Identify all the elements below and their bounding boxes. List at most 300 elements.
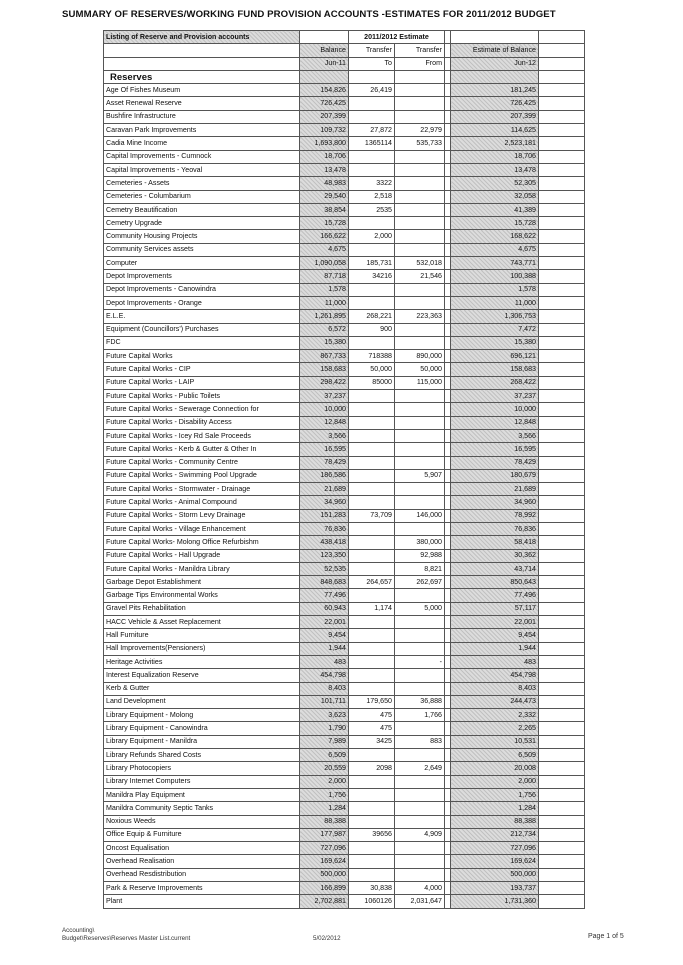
reserves-table	[103, 30, 585, 909]
blank-cell	[539, 509, 585, 522]
reserve-name: Manildra Community Septic Tanks	[104, 802, 300, 815]
table-row	[104, 882, 585, 895]
table-row	[104, 616, 585, 629]
table-row	[104, 270, 585, 283]
transfer-to-cell: 900	[349, 323, 395, 336]
estimate-balance-cell: 1,731,360	[451, 895, 539, 908]
reserve-name: Garbage Depot Establishment	[104, 576, 300, 589]
transfer-from-cell	[395, 190, 445, 203]
balance-cell: 34,960	[300, 496, 349, 509]
transfer-to-cell	[349, 842, 395, 855]
table-row	[104, 722, 585, 735]
estimate-balance-cell: 78,429	[451, 456, 539, 469]
transfer-to-cell: 2098	[349, 762, 395, 775]
reserve-name: Asset Renewal Reserve	[104, 97, 300, 110]
transfer-to-cell: 85000	[349, 376, 395, 389]
transfer-from-cell	[395, 150, 445, 163]
blank-cell	[539, 549, 585, 562]
reserve-name: Future Capital Works - Storm Levy Drainage	[104, 509, 300, 522]
balance-cell: 454,798	[300, 669, 349, 682]
table-row	[104, 323, 585, 336]
transfer-to-cell	[349, 110, 395, 123]
balance-cell: 154,826	[300, 84, 349, 97]
table-row	[104, 709, 585, 722]
reserve-name: Heritage Activities	[104, 655, 300, 668]
estimate-balance-cell: 193,737	[451, 882, 539, 895]
reserve-name: Computer	[104, 257, 300, 270]
reserve-name: Future Capital Works- Molong Office Refurbishm	[104, 536, 300, 549]
blank-cell	[539, 336, 585, 349]
estimate-balance-cell: 1,306,753	[451, 310, 539, 323]
transfer-from-cell	[395, 483, 445, 496]
blank-cell	[539, 403, 585, 416]
transfer-to-cell: 50,000	[349, 363, 395, 376]
blank-cell	[539, 722, 585, 735]
balance-cell: 9,454	[300, 629, 349, 642]
transfer-to-cell	[349, 403, 395, 416]
blank-cell	[539, 868, 585, 881]
balance-cell: 3,623	[300, 709, 349, 722]
blank-cell	[539, 642, 585, 655]
estimate-balance-cell: 158,683	[451, 363, 539, 376]
balance-cell: 60,943	[300, 602, 349, 615]
blank-cell	[539, 257, 585, 270]
transfer-to-cell	[349, 443, 395, 456]
transfer-from-cell	[395, 84, 445, 97]
transfer-from-cell	[395, 416, 445, 429]
blank-cell	[539, 124, 585, 137]
blank-cell	[539, 882, 585, 895]
blank-cell	[539, 84, 585, 97]
table-row	[104, 855, 585, 868]
blank-cell	[539, 270, 585, 283]
header-row-1	[104, 31, 585, 44]
transfer-from-cell: 146,000	[395, 509, 445, 522]
balance-cell: 6,509	[300, 749, 349, 762]
estimate-balance-cell: 76,836	[451, 522, 539, 535]
estimate-balance-cell: 850,643	[451, 576, 539, 589]
estimate-balance-cell: 726,425	[451, 97, 539, 110]
transfer-from-cell	[395, 775, 445, 788]
balance-cell: 186,586	[300, 469, 349, 482]
estimate-balance-cell: 180,679	[451, 469, 539, 482]
table-row	[104, 522, 585, 535]
transfer-from-cell: 4,909	[395, 828, 445, 841]
blank-cell	[539, 137, 585, 150]
estimate-balance-cell: 10,531	[451, 735, 539, 748]
reserve-name: Cemeteries - Columbarium	[104, 190, 300, 203]
reserve-name: Future Capital Works - Icey Rd Sale Proceeds	[104, 429, 300, 442]
estimate-balance-cell: 15,380	[451, 336, 539, 349]
transfer-to-cell: 30,838	[349, 882, 395, 895]
estimate-balance-cell: 20,008	[451, 762, 539, 775]
reserve-name: Future Capital Works - Village Enhancement	[104, 522, 300, 535]
estimate-balance-cell: 9,454	[451, 629, 539, 642]
estimate-balance-cell: 32,058	[451, 190, 539, 203]
blank-cell	[539, 788, 585, 801]
blank-cell	[539, 483, 585, 496]
estimate-balance-cell: 22,001	[451, 616, 539, 629]
transfer-from-cell: 890,000	[395, 350, 445, 363]
table-row	[104, 150, 585, 163]
transfer-from-cell: 883	[395, 735, 445, 748]
transfer-from-cell: 532,018	[395, 257, 445, 270]
table-row	[104, 390, 585, 403]
transfer-from-cell	[395, 336, 445, 349]
balance-cell: 166,622	[300, 230, 349, 243]
table-row	[104, 496, 585, 509]
table-row	[104, 376, 585, 389]
reserve-name: Park & Reserve Improvements	[104, 882, 300, 895]
transfer-to-cell: 73,709	[349, 509, 395, 522]
transfer-to-cell	[349, 682, 395, 695]
blank-cell	[539, 323, 585, 336]
table-row	[104, 443, 585, 456]
blank-cell	[539, 469, 585, 482]
balance-cell: 77,496	[300, 589, 349, 602]
estimate-balance-cell: 169,624	[451, 855, 539, 868]
table-row	[104, 350, 585, 363]
estimate-balance-cell: 454,798	[451, 669, 539, 682]
table-row	[104, 137, 585, 150]
table-row	[104, 124, 585, 137]
estimate-balance-cell: 16,595	[451, 443, 539, 456]
table-row	[104, 509, 585, 522]
transfer-to-cell	[349, 669, 395, 682]
transfer-to-cell	[349, 296, 395, 309]
reserve-name: Future Capital Works - Hall Upgrade	[104, 549, 300, 562]
transfer-from-cell: 1,766	[395, 709, 445, 722]
estimate-balance-cell: 2,332	[451, 709, 539, 722]
transfer-from-cell: 50,000	[395, 363, 445, 376]
transfer-to-cell	[349, 243, 395, 256]
reserve-name: Cemeteries - Assets	[104, 177, 300, 190]
transfer-from-cell	[395, 749, 445, 762]
balance-cell: 52,535	[300, 562, 349, 575]
reserve-name: Capital Improvements - Yeoval	[104, 163, 300, 176]
estimate-balance-cell: 4,675	[451, 243, 539, 256]
transfer-to-cell	[349, 549, 395, 562]
estimate-balance-cell: 1,284	[451, 802, 539, 815]
transfer-to-cell: 39656	[349, 828, 395, 841]
listing-header: Listing of Reserve and Provision accounts	[104, 31, 300, 44]
estimate-balance-cell: 727,096	[451, 842, 539, 855]
table-row	[104, 230, 585, 243]
transfer-from-cell	[395, 296, 445, 309]
reserve-name: Library Equipment - Molong	[104, 709, 300, 722]
blank-cell	[539, 616, 585, 629]
reserve-name: Hall Improvements(Pensioners)	[104, 642, 300, 655]
table-row	[104, 536, 585, 549]
table-row	[104, 695, 585, 708]
blank-cell	[539, 602, 585, 615]
estimate-balance-cell: 743,771	[451, 257, 539, 270]
table-row	[104, 749, 585, 762]
reserve-name: Future Capital Works - Animal Compound	[104, 496, 300, 509]
transfer-from-cell: 223,363	[395, 310, 445, 323]
transfer-from-cell	[395, 642, 445, 655]
table-row	[104, 788, 585, 801]
table-row	[104, 97, 585, 110]
transfer-from-cell: 2,649	[395, 762, 445, 775]
balance-cell: 87,718	[300, 270, 349, 283]
transfer-to-cell	[349, 283, 395, 296]
transfer-to-cell	[349, 496, 395, 509]
blank-cell	[539, 855, 585, 868]
header-row-2	[104, 44, 585, 57]
blank-cell	[539, 243, 585, 256]
transfer-from-cell	[395, 323, 445, 336]
balance-cell: 169,624	[300, 855, 349, 868]
transfer-from-cell: 262,697	[395, 576, 445, 589]
reserve-name: FDC	[104, 336, 300, 349]
reserve-name: Office Equip & Furniture	[104, 828, 300, 841]
blank-cell	[539, 576, 585, 589]
balance-cell: 4,675	[300, 243, 349, 256]
transfer-from-cell: 115,000	[395, 376, 445, 389]
estimate-balance-cell: 52,305	[451, 177, 539, 190]
transfer-from-cell: 380,000	[395, 536, 445, 549]
reserve-name: Oncost Equalisation	[104, 842, 300, 855]
section-label: Reserves	[104, 70, 300, 83]
blank-cell	[539, 150, 585, 163]
balance-cell: 1,944	[300, 642, 349, 655]
blank-cell	[539, 655, 585, 668]
balance-cell: 12,848	[300, 416, 349, 429]
table-row	[104, 469, 585, 482]
transfer-to-cell	[349, 390, 395, 403]
reserve-name: Depot Improvements - Orange	[104, 296, 300, 309]
estimate-balance-cell: 57,117	[451, 602, 539, 615]
estimate-balance-cell: 1,578	[451, 283, 539, 296]
transfer-from-cell	[395, 110, 445, 123]
reserve-name: Community Housing Projects	[104, 230, 300, 243]
transfer-to-cell: 179,650	[349, 695, 395, 708]
estimate-balance-cell: 181,245	[451, 84, 539, 97]
transfer-from-cell: 92,988	[395, 549, 445, 562]
transfer-to-cell: 1,174	[349, 602, 395, 615]
transfer-from-cell	[395, 97, 445, 110]
blank-cell	[539, 163, 585, 176]
transfer-to-cell	[349, 150, 395, 163]
blank-cell	[539, 496, 585, 509]
estimate-balance-cell: 34,960	[451, 496, 539, 509]
transfer-to-cell	[349, 456, 395, 469]
estimate-balance-cell: 12,848	[451, 416, 539, 429]
blank-cell	[539, 735, 585, 748]
balance-cell: 1,578	[300, 283, 349, 296]
transfer-from-cell	[395, 682, 445, 695]
transfer-to-header: Transfer	[349, 44, 395, 57]
table-row	[104, 669, 585, 682]
balance-cell: 1,284	[300, 802, 349, 815]
balance-cell: 15,380	[300, 336, 349, 349]
estimate-balance-cell: 37,237	[451, 390, 539, 403]
transfer-to-cell: 1060126	[349, 895, 395, 908]
reserve-name: Cadia Mine Income	[104, 137, 300, 150]
blank-cell	[539, 815, 585, 828]
balance-cell: 438,418	[300, 536, 349, 549]
transfer-to-cell	[349, 655, 395, 668]
transfer-from-cell	[395, 496, 445, 509]
transfer-to-cell: 26,419	[349, 84, 395, 97]
estimate-balance-cell: 7,472	[451, 323, 539, 336]
estimate-balance-cell: 2,523,181	[451, 137, 539, 150]
table-row	[104, 217, 585, 230]
estimate-balance-cell: 77,496	[451, 589, 539, 602]
transfer-from-cell	[395, 403, 445, 416]
transfer-to-cell	[349, 642, 395, 655]
reserve-name: Future Capital Works - Swimming Pool Upgrade	[104, 469, 300, 482]
table-row	[104, 296, 585, 309]
estimate-balance-cell: 8,403	[451, 682, 539, 695]
transfer-from-cell: 4,000	[395, 882, 445, 895]
balance-cell: 88,388	[300, 815, 349, 828]
reserve-name: Future Capital Works - Disability Access	[104, 416, 300, 429]
balance-cell: 10,000	[300, 403, 349, 416]
blank-cell	[539, 97, 585, 110]
reserve-name: Cemetry Beautification	[104, 203, 300, 216]
balance-cell: 2,702,881	[300, 895, 349, 908]
balance-cell: 22,001	[300, 616, 349, 629]
blank-cell	[539, 190, 585, 203]
transfer-from-cell	[395, 815, 445, 828]
balance-cell: 15,728	[300, 217, 349, 230]
transfer-from-header: Transfer	[395, 44, 445, 57]
transfer-to-cell	[349, 562, 395, 575]
transfer-to-cell	[349, 775, 395, 788]
transfer-to-cell: 268,221	[349, 310, 395, 323]
blank-cell	[539, 203, 585, 216]
balance-cell: 848,683	[300, 576, 349, 589]
transfer-from-header-2: From	[395, 57, 445, 70]
balance-cell: 727,096	[300, 842, 349, 855]
transfer-from-cell: 22,979	[395, 124, 445, 137]
transfer-to-cell	[349, 589, 395, 602]
transfer-to-cell	[349, 749, 395, 762]
transfer-to-cell	[349, 855, 395, 868]
blank-cell	[539, 350, 585, 363]
transfer-from-cell	[395, 230, 445, 243]
blank-cell	[539, 682, 585, 695]
reserve-name: Garbage Tips Environmental Works	[104, 589, 300, 602]
balance-cell: 177,987	[300, 828, 349, 841]
balance-cell: 48,983	[300, 177, 349, 190]
transfer-from-cell	[395, 203, 445, 216]
header-row-3	[104, 57, 585, 70]
table-row	[104, 177, 585, 190]
table-row	[104, 403, 585, 416]
reserve-name: Gravel Pits Rehabilitation	[104, 602, 300, 615]
table-row	[104, 163, 585, 176]
balance-cell: 1,261,895	[300, 310, 349, 323]
table-row	[104, 576, 585, 589]
estimate-balance-cell: 43,714	[451, 562, 539, 575]
balance-cell: 151,283	[300, 509, 349, 522]
transfer-to-cell: 2,000	[349, 230, 395, 243]
transfer-from-cell	[395, 855, 445, 868]
table-row	[104, 642, 585, 655]
balance-header: Balance	[300, 44, 349, 57]
table-row	[104, 629, 585, 642]
balance-cell: 11,000	[300, 296, 349, 309]
reserve-name: Interest Equalization Reserve	[104, 669, 300, 682]
footer-date: 5/02/2012	[313, 935, 341, 942]
balance-cell: 37,237	[300, 390, 349, 403]
reserve-name: Community Services assets	[104, 243, 300, 256]
reserve-name: Future Capital Works - Community Centre	[104, 456, 300, 469]
estimate-balance-cell: 244,473	[451, 695, 539, 708]
reserve-name: Bushfire Infrastructure	[104, 110, 300, 123]
transfer-from-cell	[395, 429, 445, 442]
transfer-to-cell: 2,518	[349, 190, 395, 203]
table-row	[104, 735, 585, 748]
estimate-balance-cell: 6,509	[451, 749, 539, 762]
reserve-name: E.L.E.	[104, 310, 300, 323]
transfer-from-cell: 2,031,647	[395, 895, 445, 908]
blank-cell	[539, 522, 585, 535]
estimate-balance-cell: 30,362	[451, 549, 539, 562]
table-row	[104, 842, 585, 855]
estimate-balance-date-header: Jun-12	[451, 57, 539, 70]
estimate-balance-cell: 21,689	[451, 483, 539, 496]
blank-cell	[539, 376, 585, 389]
table-row	[104, 655, 585, 668]
estimate-balance-cell: 268,422	[451, 376, 539, 389]
reserve-name: Future Capital Works - CIP	[104, 363, 300, 376]
balance-cell: 20,559	[300, 762, 349, 775]
transfer-to-cell	[349, 522, 395, 535]
transfer-to-cell	[349, 97, 395, 110]
balance-cell: 207,399	[300, 110, 349, 123]
blank-cell	[539, 775, 585, 788]
estimate-balance-cell: 41,389	[451, 203, 539, 216]
table-row	[104, 562, 585, 575]
transfer-from-cell	[395, 868, 445, 881]
transfer-from-cell	[395, 283, 445, 296]
balance-cell: 101,711	[300, 695, 349, 708]
reserve-name: Caravan Park Improvements	[104, 124, 300, 137]
reserve-name: Future Capital Works - Stormwater - Drainage	[104, 483, 300, 496]
transfer-to-cell	[349, 788, 395, 801]
estimate-balance-cell: 2,265	[451, 722, 539, 735]
table-row	[104, 310, 585, 323]
transfer-to-cell	[349, 469, 395, 482]
reserve-name: Capital Improvements - Cumnock	[104, 150, 300, 163]
transfer-to-cell	[349, 802, 395, 815]
reserve-name: Equipment (Councillors') Purchases	[104, 323, 300, 336]
blank-cell	[539, 416, 585, 429]
blank-cell	[539, 456, 585, 469]
table-row	[104, 868, 585, 881]
estimate-balance-cell: 78,992	[451, 509, 539, 522]
estimate-balance-cell: 500,000	[451, 868, 539, 881]
transfer-to-cell: 1365114	[349, 137, 395, 150]
blank-cell	[539, 296, 585, 309]
reserve-name: Library Photocopiers	[104, 762, 300, 775]
reserve-name: Manildra Play Equipment	[104, 788, 300, 801]
reserve-name: HACC Vehicle & Asset Replacement	[104, 616, 300, 629]
blank-cell	[539, 177, 585, 190]
transfer-to-cell	[349, 336, 395, 349]
blank-cell	[539, 589, 585, 602]
footer-path-line1: Accounting\	[62, 927, 95, 934]
balance-cell: 166,899	[300, 882, 349, 895]
transfer-from-cell	[395, 589, 445, 602]
table-row	[104, 243, 585, 256]
transfer-from-cell	[395, 217, 445, 230]
footer-path-line2: Budget\Reserves\Reserves Master List.current	[62, 935, 191, 942]
